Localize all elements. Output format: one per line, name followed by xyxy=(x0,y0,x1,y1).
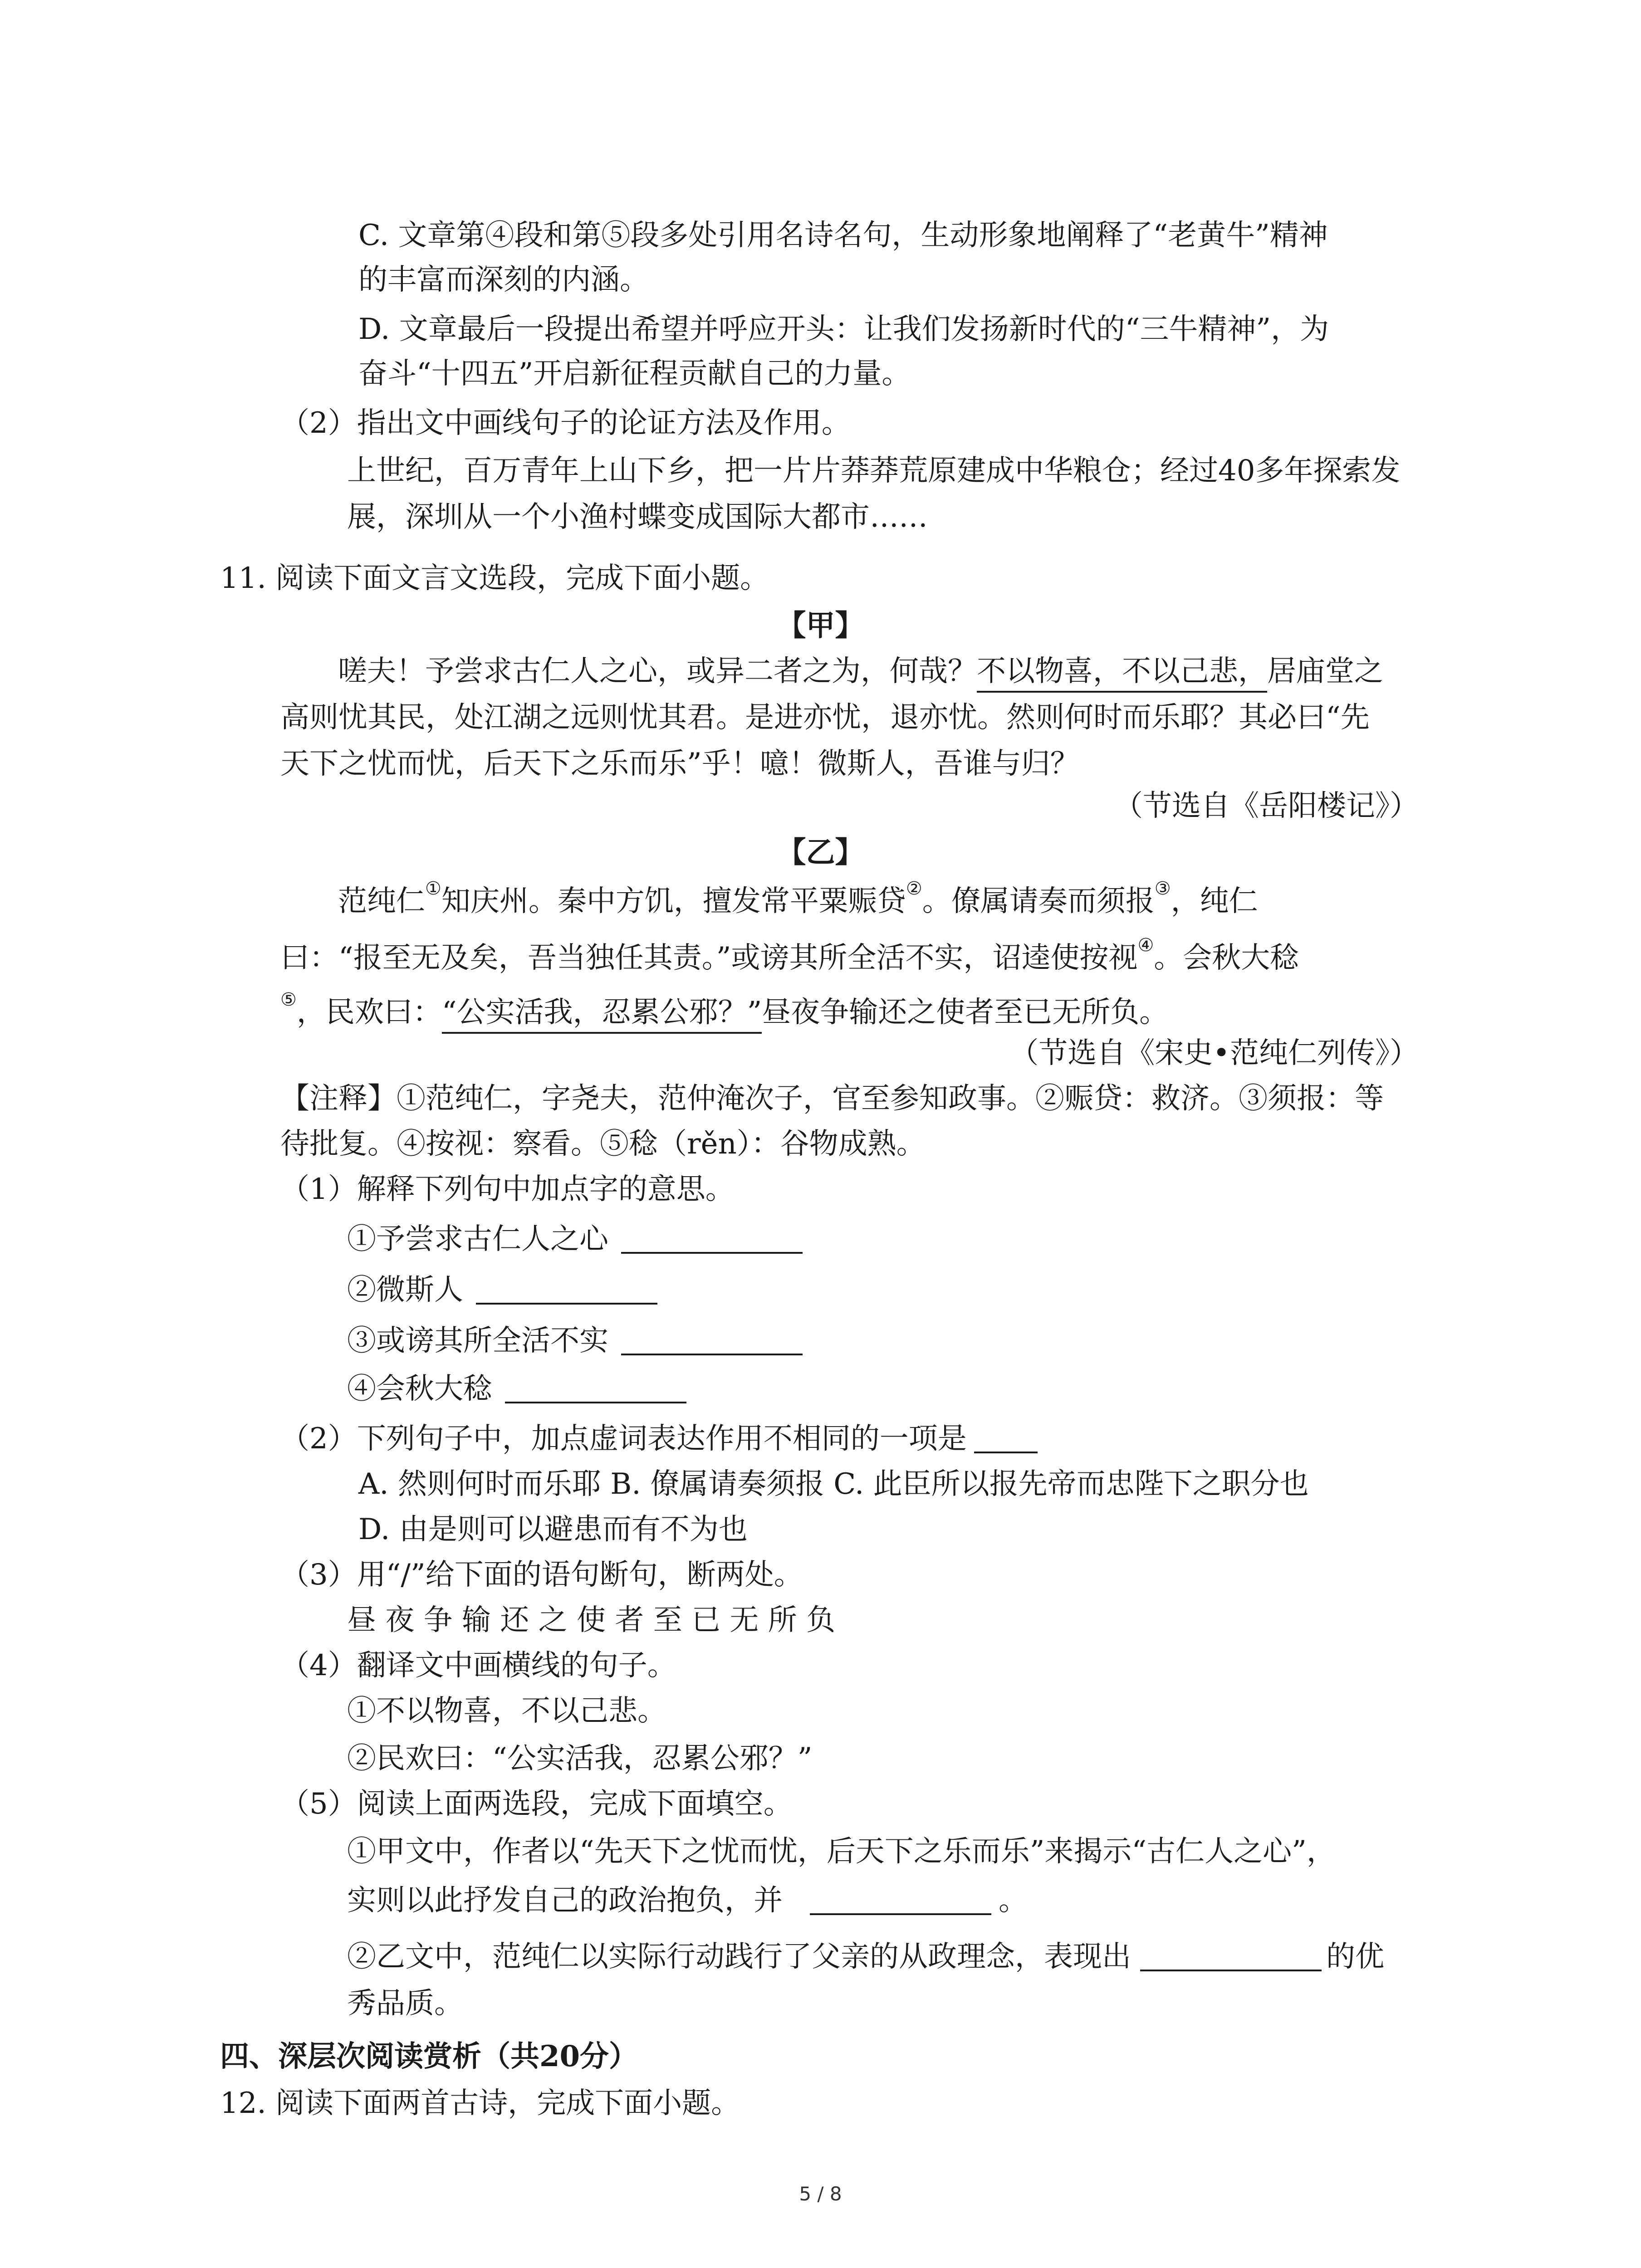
jia-line1: 嗟夫！予尝求古仁人之心，或异二者之为，何哉？不以物喜，不以己悲，居庙堂之 xyxy=(338,657,1383,686)
answer-blank[interactable] xyxy=(476,1277,657,1305)
q11-p1-prompt: （1）解释下列句中加点字的意思。 xyxy=(280,1173,735,1206)
yi-underlined-sentence: “公实活我，忍累公邪？” xyxy=(442,996,762,1034)
q11-p5-prompt: （5）阅读上面两选段，完成下面填空。 xyxy=(280,1787,793,1821)
q10-part2-prompt: （2）指出文中画线句子的论证方法及作用。 xyxy=(280,406,851,440)
answer-blank[interactable] xyxy=(621,1227,803,1254)
yi-line2: 曰：“报至无及矣，吾当独任其责。”或谤其所全活不实，诏逵使按视④。会秋大稔 xyxy=(280,935,1299,975)
notes-line1: 【注释】①范纯仁，字尧夫，范仲淹次子，官至参知政事。②赈贷：救济。③须报：等 xyxy=(280,1082,1384,1115)
answer-blank[interactable] xyxy=(974,1426,1038,1453)
jia-source: （节选自《岳阳楼记》） xyxy=(1114,789,1419,823)
q11-p1-item1: ①予尝求古仁人之心 xyxy=(347,1225,803,1254)
note-ref-3: ③ xyxy=(1154,878,1171,899)
jia-line2: 高则忧其民，处江湖之远则忧其君。是进亦忧，退亦忧。然则何时而乐耶？其必曰“先 xyxy=(280,701,1370,734)
option-c-line2: 的丰富而深刻的内涵。 xyxy=(358,263,649,297)
answer-blank[interactable] xyxy=(810,1888,991,1915)
q11-p5-line1: ①甲文中，作者以“先天下之忧而忧，后天下之乐而乐”来揭示“古仁人之心”， xyxy=(347,1835,1336,1868)
q11-p5-line4: 秀品质。 xyxy=(347,1987,463,2020)
q11-p1-item2: ②微斯人 xyxy=(347,1276,657,1305)
answer-blank[interactable] xyxy=(505,1376,686,1403)
q11-p1-item3: ③或谤其所全活不实 xyxy=(347,1326,803,1355)
option-d-line1: D. 文章最后一段提出希望并呼应开头：让我们发扬新时代的“三牛精神”，为 xyxy=(358,313,1329,346)
q11-p1-item4: ④会秋大稔 xyxy=(347,1374,686,1403)
yi-source: （节选自《宋史•范纯仁列传》） xyxy=(1009,1036,1419,1070)
q10-part2-quote-line1: 上世纪，百万青年上山下乡，把一片片莽莽荒原建成中华粮仓；经过40多年探索发 xyxy=(347,454,1401,488)
q11-p2-prompt: （2）下列句子中，加点虚词表达作用不相同的一项是 xyxy=(280,1424,1038,1453)
note-ref-2: ② xyxy=(906,878,922,899)
yi-line3: ⑤，民欢曰：“公实活我，忍累公邪？”昼夜争输还之使者至已无所负。 xyxy=(280,998,1168,1027)
note-ref-1: ① xyxy=(425,878,441,899)
jia-line3: 天下之忧而忧，后天下之乐而乐”乎！噫！微斯人，吾谁与归？ xyxy=(280,747,1079,781)
q11-p4-sentence1: ①不以物喜，不以己悲。 xyxy=(347,1694,666,1728)
q11-p4-prompt: （4）翻译文中画横线的句子。 xyxy=(280,1649,676,1682)
page-number: 5 / 8 xyxy=(799,2183,842,2205)
q11-p4-sentence2: ②民欢曰：“公实活我，忍累公邪？” xyxy=(347,1742,813,1775)
jia-underlined-sentence: 不以物喜，不以己悲， xyxy=(977,655,1267,693)
q11-p3-prompt: （3）用“/”给下面的语句断句，断两处。 xyxy=(280,1558,803,1592)
q11-p5-line2: 实则以此抒发自己的政治抱负，并 。 xyxy=(347,1884,1028,1917)
yi-line1: 范纯仁①知庆州。秦中方饥，擅发常平粟赈贷②。僚属请奏而须报③，纯仁 xyxy=(338,878,1258,918)
answer-blank[interactable] xyxy=(621,1328,803,1355)
option-d-line2: 奋斗“十四五”开启新征程贡献自己的力量。 xyxy=(358,357,911,391)
option-c-line1: C. 文章第④段和第⑤段多处引用名诗名句，生动形象地阐释了“老黄牛”精神 xyxy=(358,219,1328,252)
notes-line2: 待批复。④按视：察看。⑤稔（rěn）：谷物成熟。 xyxy=(280,1127,926,1161)
answer-blank[interactable] xyxy=(1140,1944,1322,1971)
jia-heading: 【甲】 xyxy=(777,609,864,643)
q11-p2-options-line1: A. 然则何时而乐耶 B. 僚属请奏须报 C. 此臣所以报先帝而忠陛下之职分也 xyxy=(358,1467,1309,1501)
q10-part2-quote-line2: 展，深圳从一个小渔村蝶变成国际大都市…… xyxy=(347,500,928,534)
section4-heading: 四、深层次阅读赏析（共20分） xyxy=(220,2039,638,2073)
q11-title: 11. 阅读下面文言文选段，完成下面小题。 xyxy=(220,562,769,595)
yi-heading: 【乙】 xyxy=(777,836,864,870)
q11-p2-options-line2: D. 由是则可以避患而有不为也 xyxy=(358,1513,748,1546)
note-ref-5: ⑤ xyxy=(280,989,297,1010)
note-ref-4: ④ xyxy=(1137,935,1154,956)
q11-p5-line3: ②乙文中，范纯仁以实际行动践行了父亲的从政理念，表现出 的优 xyxy=(347,1940,1384,1974)
q11-p3-text: 昼 夜 争 输 还 之 使 者 至 已 无 所 负 xyxy=(347,1603,836,1637)
q12-title: 12. 阅读下面两首古诗，完成下面小题。 xyxy=(220,2087,740,2120)
